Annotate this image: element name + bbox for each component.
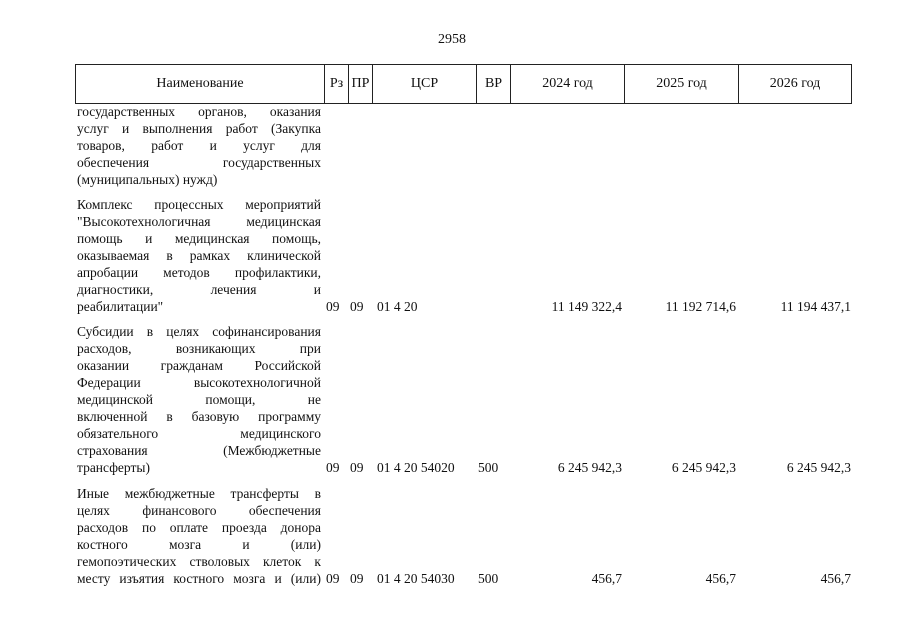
row-csr: 01 4 20 54020 (377, 460, 455, 475)
header-2025: 2025 год (625, 65, 739, 104)
row-rz: 09 (326, 571, 340, 586)
row-name (77, 485, 321, 587)
header-csr: ЦСР (373, 65, 477, 104)
row-name-line: гемопоэтических стволовых клеток к (77, 554, 321, 569)
row-name-line: "Высокотехнологичная медицинская (77, 214, 321, 229)
header-2024: 2024 год (511, 65, 625, 104)
row-name-line: оказании гражданам Российской (77, 358, 321, 373)
row-name-line: медицинской помощи, не (77, 392, 321, 407)
row-name-line: страхования (Межбюджетные (77, 443, 321, 458)
row-vr: 500 (478, 571, 499, 586)
row-name-line: Субсидии в целях софинансирования (77, 324, 321, 339)
row-2025: 6 245 942,3 (671, 460, 736, 475)
header-vr: ВР (477, 65, 511, 104)
header-name: Наименование (76, 65, 325, 104)
row-name (77, 196, 321, 315)
row-name-line: оказываемая в рамках клинической (77, 248, 321, 263)
row-csr: 01 4 20 (377, 299, 418, 314)
page-number: 2958 (438, 32, 466, 47)
row-name-line: обеспечения государственных (77, 155, 321, 170)
row-2026: 456,7 (820, 571, 851, 586)
row-pr: 09 (350, 460, 364, 475)
row-name-line: трансферты) (77, 460, 150, 475)
row-name-line: (муниципальных) нужд) (77, 172, 218, 187)
row-name-line: Иные межбюджетные трансферты в (77, 486, 321, 501)
row-name-line: целях финансового обеспечения (77, 503, 321, 518)
row-2025: 456,7 (705, 571, 736, 586)
table-header (75, 64, 852, 104)
row-name-line: помощь и медицинская помощь, (77, 231, 321, 246)
header-2026: 2026 год (739, 65, 852, 104)
row-name-line: Комплекс процессных мероприятий (77, 197, 321, 212)
row-name-line: апробации методов профилактики, (77, 265, 321, 280)
row-pr: 09 (350, 299, 364, 314)
header-rz: Рз (325, 65, 349, 104)
row-rz: 09 (326, 460, 340, 475)
row-name (77, 103, 321, 188)
row-name-line: расходов, возникающих при (77, 341, 321, 356)
header-pr: ПР (349, 65, 373, 104)
row-2025: 11 192 714,6 (665, 299, 736, 314)
row-name-line: услуг и выполнения работ (Закупка (77, 121, 321, 136)
row-name-line: включенной в базовую программу (77, 409, 321, 424)
row-name-line: товаров, работ и услуг для (77, 138, 321, 153)
row-name-line: реабилитации" (77, 299, 164, 314)
row-name-line: государственных органов, оказания (77, 104, 321, 119)
row-name-line: обязательного медицинского (77, 426, 321, 441)
row-name-line: костного мозга и (или) (77, 537, 321, 552)
row-2026: 11 194 437,1 (780, 299, 851, 314)
row-name-line: месту изъятия костного мозга и (или) (77, 571, 321, 586)
row-name-line: диагностики, лечения и (77, 282, 321, 297)
row-name-line: Федерации высокотехнологичной (77, 375, 321, 390)
row-csr: 01 4 20 54030 (377, 571, 455, 586)
row-2024: 6 245 942,3 (557, 460, 622, 475)
row-vr: 500 (478, 460, 499, 475)
row-2026: 6 245 942,3 (786, 460, 851, 475)
row-rz: 09 (326, 299, 340, 314)
row-2024: 456,7 (591, 571, 622, 586)
row-pr: 09 (350, 571, 364, 586)
row-2024: 11 149 322,4 (551, 299, 622, 314)
row-name (77, 323, 321, 476)
row-name-line: расходов по оплате проезда донора (77, 520, 321, 535)
